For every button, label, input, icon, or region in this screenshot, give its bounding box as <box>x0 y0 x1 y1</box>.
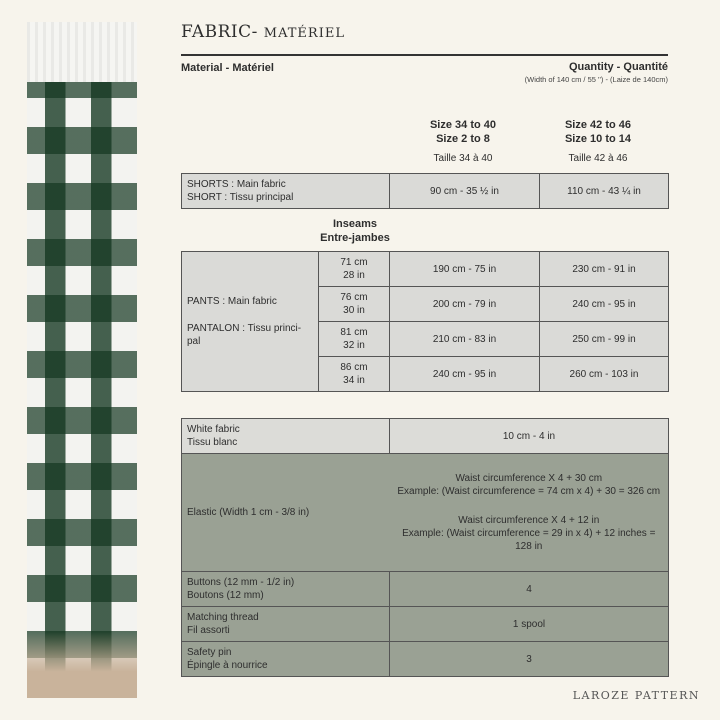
table-row <box>182 572 669 607</box>
quantity-label: Quantity - Quantité <box>569 61 668 73</box>
pin-en: Safety pin <box>187 647 232 658</box>
white-fabric-label <box>182 419 390 454</box>
title-divider <box>181 54 668 56</box>
fabric-photo <box>27 22 137 698</box>
quantity-subtitle: (Width of 140 cm / 55 '') - (Laize de 140cm) <box>524 75 668 84</box>
pants-table <box>181 251 669 392</box>
shorts-qty-small: 90 cm - 35 ½ in <box>390 174 540 209</box>
inseam-in: 34 in <box>343 375 365 386</box>
pants-qty-large: 250 cm - 99 in <box>540 322 669 357</box>
page-title <box>181 22 345 42</box>
elastic-metric-example: Example: (Waist circumference = 74 cm x 4) + 30 = 326 cm <box>397 486 661 497</box>
pants-label-en: PANTS : Main fabric <box>187 296 277 307</box>
size-sub: Taille 42 à 46 <box>568 153 628 164</box>
table-row <box>182 252 669 287</box>
white-fabric-fr: Tissu blanc <box>187 437 238 448</box>
shorts-label-en: SHORTS : Main fabric <box>187 179 286 190</box>
inseam-cell <box>319 322 390 357</box>
gingham-pattern <box>27 22 137 698</box>
pin-label <box>182 642 390 677</box>
pants-qty-large: 260 cm - 103 in <box>540 357 669 392</box>
elastic-metric-formula: Waist circumference X 4 + 30 cm <box>455 473 603 484</box>
inseam-in: 32 in <box>343 340 365 351</box>
thread-label <box>182 607 390 642</box>
pants-qty-large: 230 cm - 91 in <box>540 252 669 287</box>
title-main: FABRIC- <box>181 22 264 42</box>
table-row <box>182 419 669 454</box>
pin-fr: Épingle à nourrice <box>187 660 268 671</box>
table-row <box>182 607 669 642</box>
inseams-en: Inseams <box>332 218 378 230</box>
buttons-value: 4 <box>390 572 669 607</box>
size-sub: Taille 34 à 40 <box>433 153 493 164</box>
size-header-small <box>388 118 538 166</box>
inseam-cell <box>319 357 390 392</box>
pants-qty-small: 240 cm - 95 in <box>390 357 540 392</box>
table-row <box>182 454 669 572</box>
pants-label-cell <box>182 252 319 392</box>
buttons-label <box>182 572 390 607</box>
buttons-en: Buttons (12 mm - 1/2 in) <box>187 577 295 588</box>
buttons-fr: Boutons (12 mm) <box>187 590 264 601</box>
elastic-waistband <box>27 22 137 82</box>
pants-qty-small: 210 cm - 83 in <box>390 322 540 357</box>
inseam-cell <box>319 287 390 322</box>
shorts-label-cell <box>182 174 390 209</box>
title-smallcaps: MATÉRIEL <box>263 26 345 41</box>
thread-en: Matching thread <box>187 612 259 623</box>
thread-fr: Fil assorti <box>187 625 230 636</box>
shorts-label-fr: SHORT : Tissu principal <box>187 192 294 203</box>
size-header-large <box>523 118 673 166</box>
notions-table <box>181 418 669 677</box>
inseam-cm: 86 cm <box>340 362 368 373</box>
pants-label-fr: PANTALON : Tissu princi-pal <box>187 323 302 347</box>
size-line1: Size 34 to 40 <box>429 119 497 131</box>
table-row <box>182 642 669 677</box>
shorts-qty-large: 110 cm - 43 ¼ in <box>540 174 669 209</box>
size-line2: Size 10 to 14 <box>564 133 632 145</box>
inseam-in: 30 in <box>343 305 365 316</box>
material-label: Material - Matériel <box>181 62 274 74</box>
thread-value: 1 spool <box>390 607 669 642</box>
table-row <box>182 174 669 209</box>
inseams-fr: Entre-jambes <box>320 232 390 244</box>
pants-qty-large: 240 cm - 95 in <box>540 287 669 322</box>
pin-value: 3 <box>390 642 669 677</box>
elastic-label: Elastic (Width 1 cm - 3/8 in) <box>182 454 390 572</box>
inseam-cm: 71 cm <box>340 257 368 268</box>
size-line1: Size 42 to 46 <box>564 119 632 131</box>
size-line2: Size 2 to 8 <box>436 133 490 145</box>
inseam-cm: 81 cm <box>340 327 368 338</box>
inseam-cell <box>319 252 390 287</box>
elastic-imperial-formula: Waist circumference X 4 + 12 in <box>458 515 600 526</box>
photo-background-edge <box>27 632 137 698</box>
shorts-table <box>181 173 669 209</box>
inseams-header <box>310 217 400 245</box>
elastic-value <box>390 454 669 572</box>
elastic-imperial-example: Example: (Waist circumference = 29 in x 4) + 12 inches = 128 in <box>402 528 656 552</box>
pants-qty-small: 190 cm - 75 in <box>390 252 540 287</box>
white-fabric-value: 10 cm - 4 in <box>390 419 669 454</box>
pants-qty-small: 200 cm - 79 in <box>390 287 540 322</box>
inseam-in: 28 in <box>343 270 365 281</box>
white-fabric-en: White fabric <box>187 424 240 435</box>
brand-logo-text: LAROZE PATTERN <box>572 689 700 702</box>
inseam-cm: 76 cm <box>340 292 368 303</box>
